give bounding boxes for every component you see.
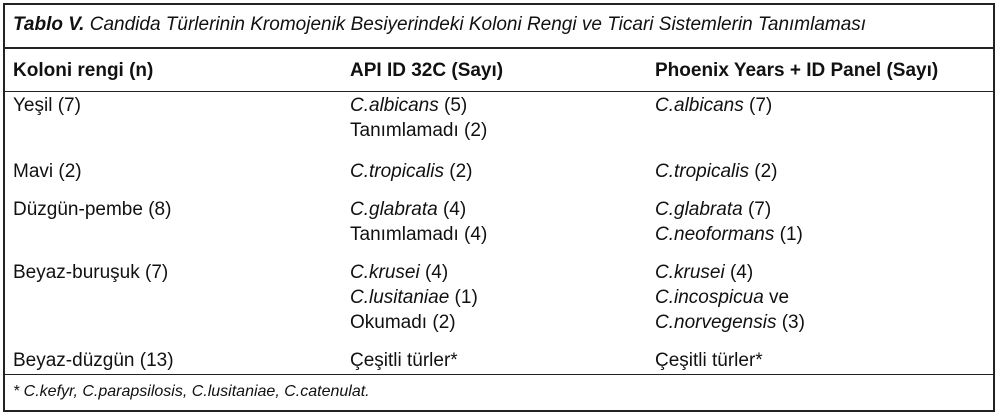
species-count: Tanımlamadı (2) (350, 120, 488, 141)
species-name: C.incospicua (655, 287, 764, 308)
header-divider (5, 91, 993, 92)
cell-line (655, 197, 803, 222)
species-count: (4) (419, 262, 449, 283)
cell-line (350, 260, 478, 285)
cell-phoenix (655, 260, 805, 335)
table-frame (3, 3, 995, 412)
table-caption (13, 14, 866, 36)
cell-line (655, 159, 777, 184)
caption-label: Tablo V. (13, 14, 85, 35)
cell-line (655, 348, 763, 373)
cell-line (350, 197, 487, 222)
cell-line (655, 285, 805, 310)
species-name: C.krusei (350, 262, 420, 283)
cell-colony-color: Beyaz-düzgün (13) (13, 350, 174, 371)
cell-line (350, 93, 487, 118)
species-count: Çeşitli türler* (350, 350, 458, 371)
cell-phoenix (655, 93, 772, 118)
species-count: Tanımlamadı (4) (350, 224, 488, 245)
species-name: C.glabrata (655, 199, 743, 220)
cell-colony-color: Beyaz-buruşuk (7) (13, 262, 169, 283)
cell-api (350, 159, 472, 184)
caption-divider (5, 47, 993, 49)
species-name: C.norvegensis (655, 312, 777, 333)
cell-phoenix (655, 348, 763, 373)
species-count: (1) (449, 287, 478, 308)
cell-phoenix (655, 159, 777, 184)
cell-line (655, 222, 803, 247)
cell-line (350, 159, 472, 184)
species-count: (5) (438, 95, 468, 116)
cell-api (350, 93, 487, 143)
footer-divider (5, 374, 993, 375)
cell-colony-color: Düzgün-pembe (8) (13, 199, 172, 220)
cell-line (350, 285, 478, 310)
species-count: (7) (743, 95, 773, 116)
column-header-color: Koloni rengi (n) (13, 60, 154, 81)
species-count: (1) (774, 224, 803, 245)
species-count: Okumadı (2) (350, 312, 456, 333)
column-header-api: API ID 32C (Sayı) (350, 60, 504, 81)
cell-api (350, 348, 458, 373)
table-footnote: * C.kefyr, C.parapsilosis, C.lusitaniae, C.catenulat. (13, 383, 370, 400)
species-count: (4) (437, 199, 467, 220)
species-count: (4) (724, 262, 754, 283)
species-count: (2) (748, 161, 778, 182)
cell-line (655, 93, 772, 118)
cell-api (350, 197, 487, 247)
cell-line (350, 118, 487, 143)
caption-text: Candida Türlerinin Kromojenik Besiyerindeki Koloni Rengi ve Ticari Sistemlerin Tanımlaması (89, 14, 867, 35)
species-name: C.tropicalis (350, 161, 444, 182)
species-count: Çeşitli türler* (655, 350, 763, 371)
cell-phoenix (655, 197, 803, 247)
cell-colony-color: Yeşil (7) (13, 95, 81, 116)
species-count: (2) (443, 161, 473, 182)
species-count: (7) (742, 199, 772, 220)
species-name: C.tropicalis (655, 161, 749, 182)
cell-line (350, 222, 487, 247)
species-name: C.albicans (350, 95, 439, 116)
species-name: C.albicans (655, 95, 744, 116)
species-name: C.neoformans (655, 224, 775, 245)
species-name: C.lusitaniae (350, 287, 450, 308)
cell-line (350, 348, 458, 373)
species-name: C.glabrata (350, 199, 438, 220)
species-count: ve (763, 287, 790, 308)
species-count: (3) (776, 312, 805, 333)
cell-api (350, 260, 478, 335)
cell-line (350, 310, 478, 335)
cell-line (655, 260, 805, 285)
cell-colony-color: Mavi (2) (13, 161, 82, 182)
column-header-phoenix: Phoenix Years + ID Panel (Sayı) (655, 60, 939, 81)
species-name: C.krusei (655, 262, 725, 283)
cell-line (655, 310, 805, 335)
